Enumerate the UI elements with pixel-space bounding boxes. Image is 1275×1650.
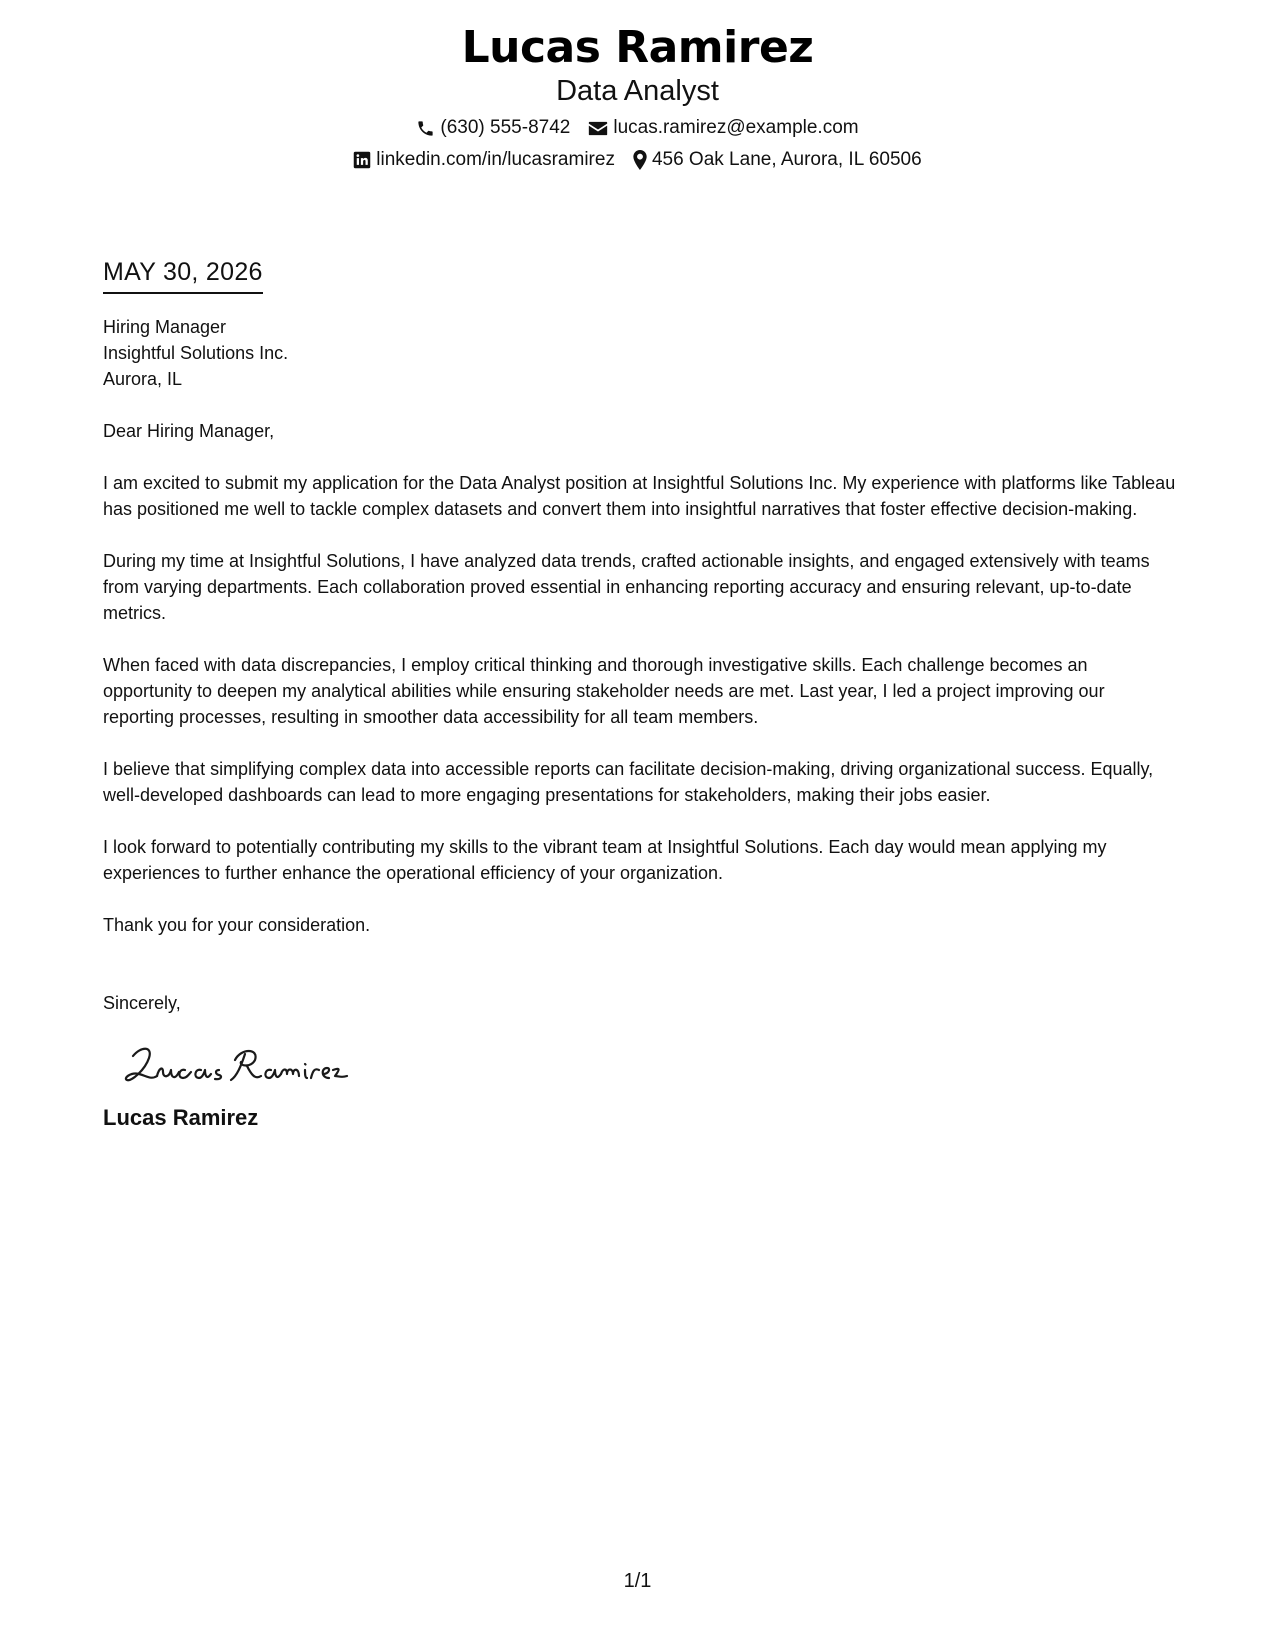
letter-header — [0, 22, 1275, 172]
recipient-block — [103, 314, 1178, 392]
linkedin-text: linkedin.com/in/lucasramirez — [376, 149, 615, 170]
letter-body — [103, 256, 1178, 1132]
salutation: Dear Hiring Manager, — [103, 421, 275, 441]
envelope-icon — [588, 120, 608, 137]
body-paragraph: I believe that simplifying complex data into accessible reports can facilitate decision-making, driving organizational success. Equally, well-developed dashboards can lead to more engaging presentations for stakeholders, making their jobs easier. — [103, 759, 1154, 805]
recipient-company: Insightful Solutions Inc. — [103, 343, 289, 363]
phone-text: (630) 555-8742 — [440, 117, 571, 138]
recipient-location: Aurora, IL — [103, 369, 183, 389]
contact-address — [633, 148, 922, 172]
contact-phone — [416, 116, 570, 140]
phone-icon — [416, 119, 435, 138]
applicant-name: Lucas Ramirez — [461, 22, 814, 73]
email-text: lucas.ramirez@example.com — [613, 117, 859, 138]
contact-email[interactable] — [588, 116, 858, 140]
signed-name: Lucas Ramirez — [103, 1105, 259, 1130]
body-paragraph: During my time at Insightful Solutions, I have analyzed data trends, crafted actionable insights, and engaged extensively with teams from varying departments. Each collaboration proved essential in enhancing reporting accuracy and ensuring relevant, up-to-date metrics. — [103, 551, 1150, 623]
applicant-role: Data Analyst — [556, 75, 719, 107]
contact-line-secondary — [0, 148, 1275, 172]
recipient-title: Hiring Manager — [103, 317, 227, 337]
letter-date: MAY 30, 2026 — [103, 256, 263, 294]
contact-line-primary — [0, 116, 1275, 140]
page-number: 1/1 — [623, 1570, 652, 1592]
body-paragraph: Thank you for your consideration. — [103, 915, 371, 935]
closing: Sincerely, — [103, 993, 181, 1013]
linkedin-icon — [353, 151, 371, 169]
contact-linkedin[interactable] — [353, 148, 615, 172]
body-paragraph: I am excited to submit my application for the Data Analyst position at Insightful Solutions Inc. My experience with platforms like Tableau has positioned me well to tackle complex datasets and convert them into insightful narratives that foster effective decision-making. — [103, 473, 1176, 519]
map-marker-icon — [633, 150, 647, 170]
body-paragraph: When faced with data discrepancies, I employ critical thinking and thorough investigative skills. Each challenge becomes an opportunity to deepen my analytical abilities while ensuring stakeholder needs are met. Last year, I led a project improving our reporting processes, resulting in smoother data accessibility for all team members. — [103, 655, 1105, 727]
address-text: 456 Oak Lane, Aurora, IL 60506 — [651, 149, 922, 170]
handwritten-signature — [119, 1038, 1178, 1096]
body-paragraph: I look forward to potentially contributing my skills to the vibrant team at Insightful Solutions. Each day would mean applying my experiences to further enhance the operational efficiency of your organization. — [103, 837, 1107, 883]
